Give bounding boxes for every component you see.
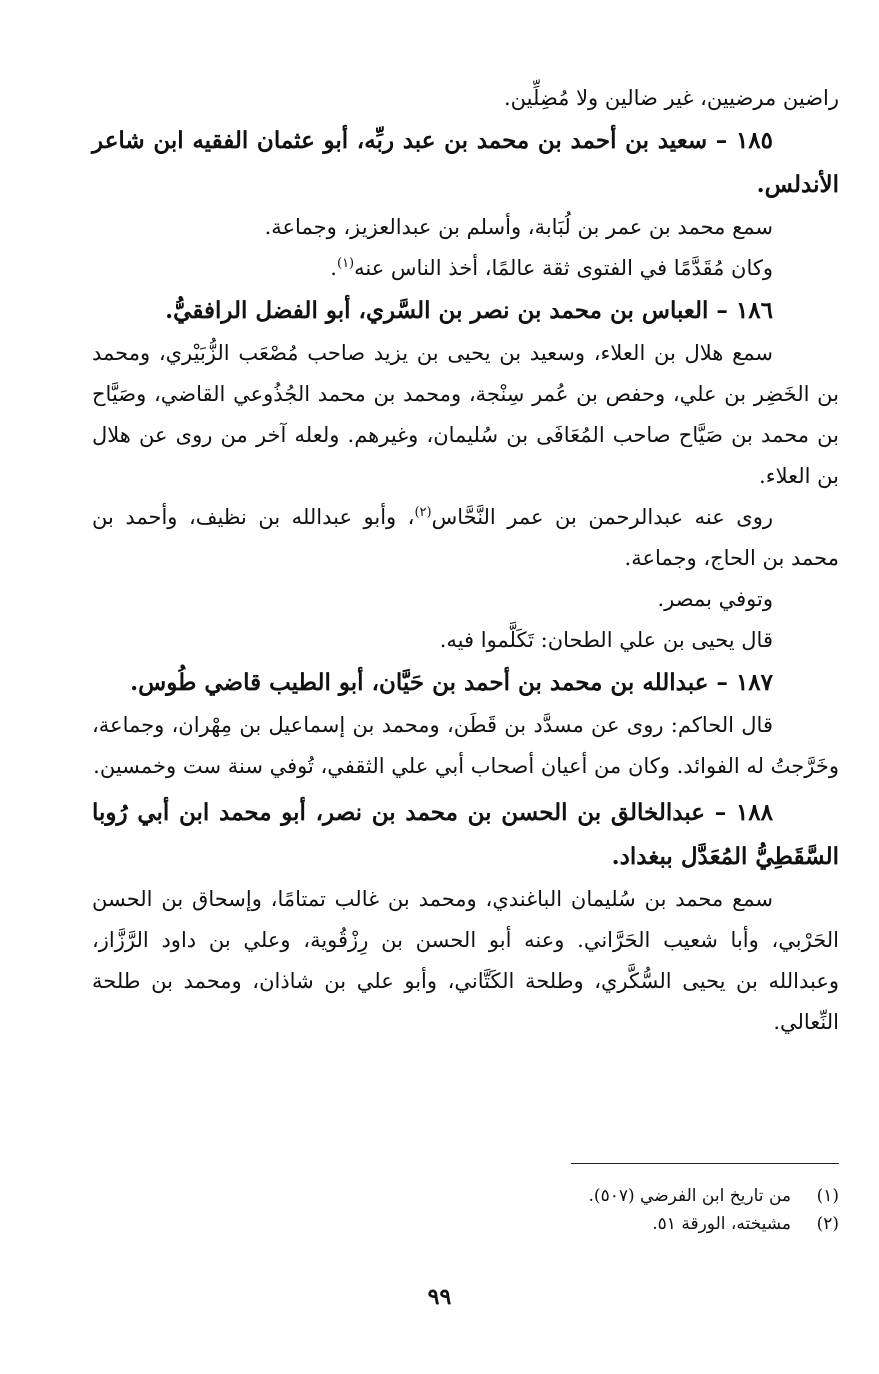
footnote-1-number: (١) [816,1186,839,1206]
entry-185-text: وكان مُقَدَّمًا في الفتوى ثقة عالمًا، أخذ الناس عنه [354,256,773,280]
entry-186-text-end: ، وأبو عبدالله بن نظيف، وأحمد بن محمد بن الحاج، وجماعة. [92,505,839,570]
entry-187-heading: ١٨٧ – عبدالله بن محمد بن أحمد بن حَيَّان، أبو الطيب قاضي طُوس. [130,669,773,696]
entry-186-paragraph-3: وتوفي بمصر. [657,587,773,611]
footnote-1 [92,1182,839,1210]
footnote-divider [571,1163,839,1164]
entry-185-paragraph-1: سمع محمد بن عمر بن لُبَابة، وأسلم بن عبدالعزيز، وجماعة. [264,215,773,239]
entry-186-paragraph-2 [92,497,839,579]
entry-186-text-start: روى عنه عبدالرحمن بن عمر النَّحَّاس [431,505,773,529]
page-body [92,78,839,1043]
footnote-ref-1[interactable]: (١) [336,256,355,271]
continuation-paragraph: راضين مرضيين، غير ضالين ولا مُضِلِّين. [504,86,839,110]
entry-188-heading: ١٨٨ – عبدالخالق بن الحسن بن محمد بن نصر، أبو محمد ابن أبي رُوبا السَّقَطِيُّ المُعَدَّل ببغداد. [92,799,839,870]
entry-185-text-end: . [330,256,337,280]
entry-186-paragraph-1: سمع هلال بن العلاء، وسعيد بن يحيى بن يزيد صاحب مُصْعَب الزُّبَيْري، ومحمد بن الخَضِر بن علي، وحفص بن عُمر سِنْجة، ومحمد بن محمد الجُذُوعي القاضي، وصَيَّاح بن محمد بن صَيَّاح صاحب المُعَافَى بن سُليمان، وغيرهم. ولعله آخر من روى عن هلال بن العلاء. [92,341,839,488]
footnote-1-text: من تاريخ ابن الفرضي (٥٠٧). [588,1186,791,1206]
footnote-2 [92,1210,839,1238]
entry-188-paragraph: سمع محمد بن سُليمان الباغندي، ومحمد بن غالب تمتامًا، وإسحاق بن الحسن الحَرْبي، وأبا شعيب الحَرَّاني. وعنه أبو الحسن بن رِزْقُوية، وعلي بن داود الرَّزَّاز، وعبدالله بن يحيى السُّكَّري، وطلحة الكَتَّاني، وأبو علي بن شاذان، ومحمد بن طلحة النِّعالي. [92,887,839,1034]
entry-185-heading: ١٨٥ – سعيد بن أحمد بن محمد بن عبد ربِّه، أبو عثمان الفقيه ابن شاعر الأندلس. [92,127,839,198]
page-number: ٩٩ [427,1284,452,1310]
footnote-ref-2[interactable]: (٢) [414,505,432,520]
entry-185-paragraph-2 [92,248,839,289]
footnotes [92,1182,839,1238]
entry-186-heading: ١٨٦ – العباس بن محمد بن نصر بن السَّري، أبو الفضل الرافقيُّ. [165,297,773,324]
footnote-2-number: (٢) [816,1214,839,1234]
entry-186-paragraph-4: قال يحيى بن علي الطحان: تَكَلَّموا فيه. [439,628,773,652]
entry-187-paragraph: قال الحاكم: روى عن مسدَّد بن قَطَن، ومحمد بن إسماعيل بن مِهْران، وجماعة، وخَرَّجتُ له الفوائد. وكان من أعيان أصحاب أبي علي الثقفي، تُوفي سنة ست وخمسين. [92,713,839,778]
footnote-2-text: مشيخته، الورقة ٥١. [652,1214,791,1234]
